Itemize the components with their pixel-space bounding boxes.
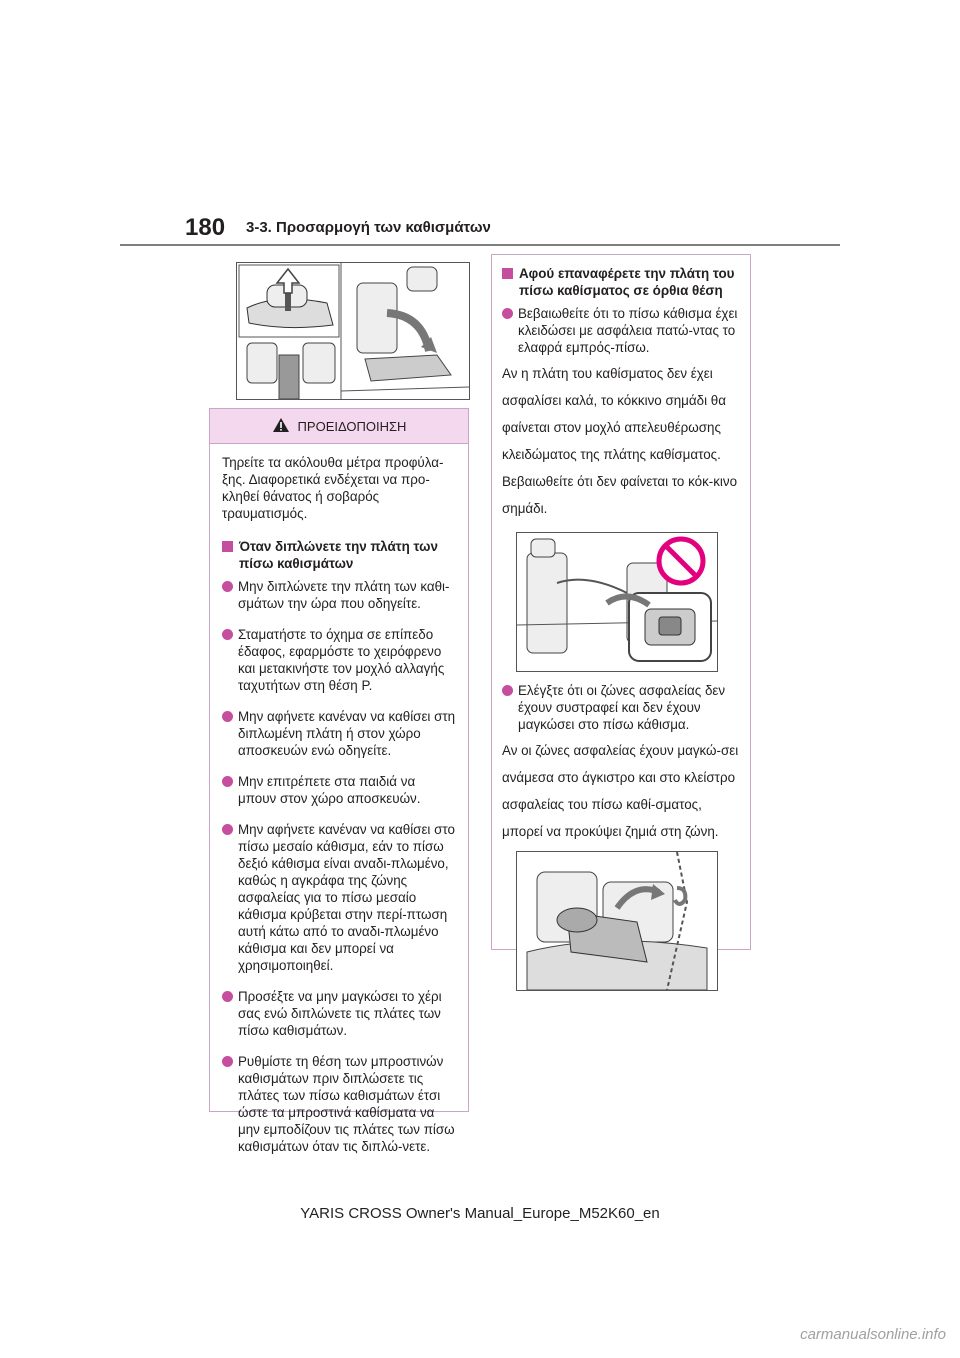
info-paragraph: Αν οι ζώνες ασφαλείας έχουν μαγκώ-σει ανάμεσα στο άγκιστρο και στο κλείστρο ασφαλείας του πίσω καθί-σματος, μπορεί να προκύψει ζημιά στη ζώνη. bbox=[502, 743, 739, 839]
list-item bbox=[222, 1053, 456, 1155]
list-item bbox=[222, 626, 456, 694]
warning-header bbox=[210, 409, 468, 444]
list-item-text: Μην διπλώνετε την πλάτη των καθι-σμάτων την ώρα που οδηγείτε. bbox=[238, 579, 450, 611]
info-paragraph: Αν η πλάτη του καθίσματος δεν έχει ασφαλίσει καλά, το κόκκινο σημάδι θα φαίνεται στον μοχλό απελευθέρωσης κλειδώματος της πλάτης καθίσματος. Βεβαιωθείτε ότι δεν φαίνεται το κόκ-κινο σημάδι. bbox=[502, 366, 738, 516]
list-item-text: Μην επιτρέπετε στα παιδιά να μπουν στον χώρο αποσκευών. bbox=[238, 774, 421, 806]
warning-heading-text: Όταν διπλώνετε την πλάτη των πίσω καθισμάτων bbox=[239, 539, 438, 571]
lock-indicator-illustration bbox=[516, 532, 718, 672]
list-item-text: Μην αφήνετε κανέναν να καθίσει στο πίσω μεσαίο κάθισμα, εάν το πίσω δεξιό κάθισμα είναι αναδι-πλωμένο, καθώς η αγκράφα της ζώνης ασφαλείας για το πίσω μεσαίο κάθισμα κρύβεται στην περί-πτωση αυτή κάτω από το αναδι-πλωμένο κάθισμα και δεν μπορεί να χρησιμοποιηθεί. bbox=[238, 822, 455, 973]
section-title: 3-3. Προσαρμογή των καθισμάτων bbox=[246, 219, 491, 236]
header-divider bbox=[120, 244, 840, 246]
square-bullet-icon bbox=[222, 541, 233, 552]
list-item bbox=[222, 578, 456, 612]
square-bullet-icon bbox=[502, 268, 513, 279]
warning-title: ΠΡΟΕΙΔΟΠΟΙΗΣΗ bbox=[297, 418, 407, 434]
bullet-dot-icon bbox=[222, 991, 233, 1002]
bullet-dot-icon bbox=[222, 824, 233, 835]
list-item bbox=[222, 988, 456, 1039]
watermark: carmanualsonline.info bbox=[800, 1326, 946, 1343]
bullet-dot-icon bbox=[222, 711, 233, 722]
bullet-dot-icon bbox=[222, 776, 233, 787]
seat-fold-illustration bbox=[236, 262, 470, 400]
list-item-text: Βεβαιωθείτε ότι το πίσω κάθισμα έχει κλειδώσει με ασφάλεια πατώ-ντας το ελαφρά εμπρός-πίσω. bbox=[518, 306, 738, 355]
list-item-text: Σταματήστε το όχημα σε επίπεδο έδαφος, εφαρμόστε το χειρόφρενο και μετακινήστε τον μοχλό αλλαγής ταχυτήτων στη θέση P. bbox=[238, 627, 445, 693]
list-item-text: Ελέγξτε ότι οι ζώνες ασφαλείας δεν έχουν συστραφεί και δεν έχουν μαγκώσει στο πίσω κάθισμα. bbox=[518, 683, 726, 732]
list-item bbox=[502, 682, 740, 733]
list-item-text: Ρυθμίστε τη θέση των μπροστινών καθισμάτων πριν διπλώσετε τις πλάτες των πίσω καθισμάτων έτσι ώστε τα μπροστινά καθίσματα να μην εμποδίζουν τις πλάτες των πίσω καθισμάτων όταν τις διπλώ-νετε. bbox=[238, 1054, 455, 1154]
bullet-dot-icon bbox=[222, 1056, 233, 1067]
bullet-dot-icon bbox=[222, 629, 233, 640]
list-item-text: Προσέξτε να μην μαγκώσει το χέρι σας ενώ διπλώνετε τις πλάτες των πίσω καθισμάτων. bbox=[238, 989, 442, 1038]
info-heading bbox=[502, 265, 740, 299]
bullet-dot-icon bbox=[502, 308, 513, 319]
bullet-dot-icon bbox=[222, 581, 233, 592]
list-item bbox=[222, 708, 456, 759]
page-number: 180 bbox=[185, 214, 226, 241]
info-heading-text: Αφού επαναφέρετε την πλάτη του πίσω καθίσματος σε όρθια θέση bbox=[519, 266, 735, 298]
warning-heading bbox=[222, 538, 456, 572]
list-item bbox=[502, 305, 740, 356]
list-item bbox=[222, 773, 456, 807]
footer-text: YARIS CROSS Owner's Manual_Europe_M52K60_en bbox=[300, 1205, 660, 1222]
list-item bbox=[222, 821, 456, 974]
list-item-text: Μην αφήνετε κανέναν να καθίσει στη διπλωμένη πλάτη ή στον χώρο αποσκευών ενώ οδηγείτε. bbox=[238, 709, 456, 758]
warning-triangle-icon bbox=[272, 417, 290, 436]
bullet-dot-icon bbox=[502, 685, 513, 696]
warning-intro: Τηρείτε τα ακόλουθα μέτρα προφύλα-ξης. Διαφορετικά ενδέχεται να προ-κληθεί θάνατος ή σοβαρός τραυματισμός. bbox=[222, 455, 444, 521]
info-box bbox=[491, 254, 751, 950]
seatbelt-illustration bbox=[516, 851, 718, 991]
warning-box bbox=[209, 408, 469, 1154]
